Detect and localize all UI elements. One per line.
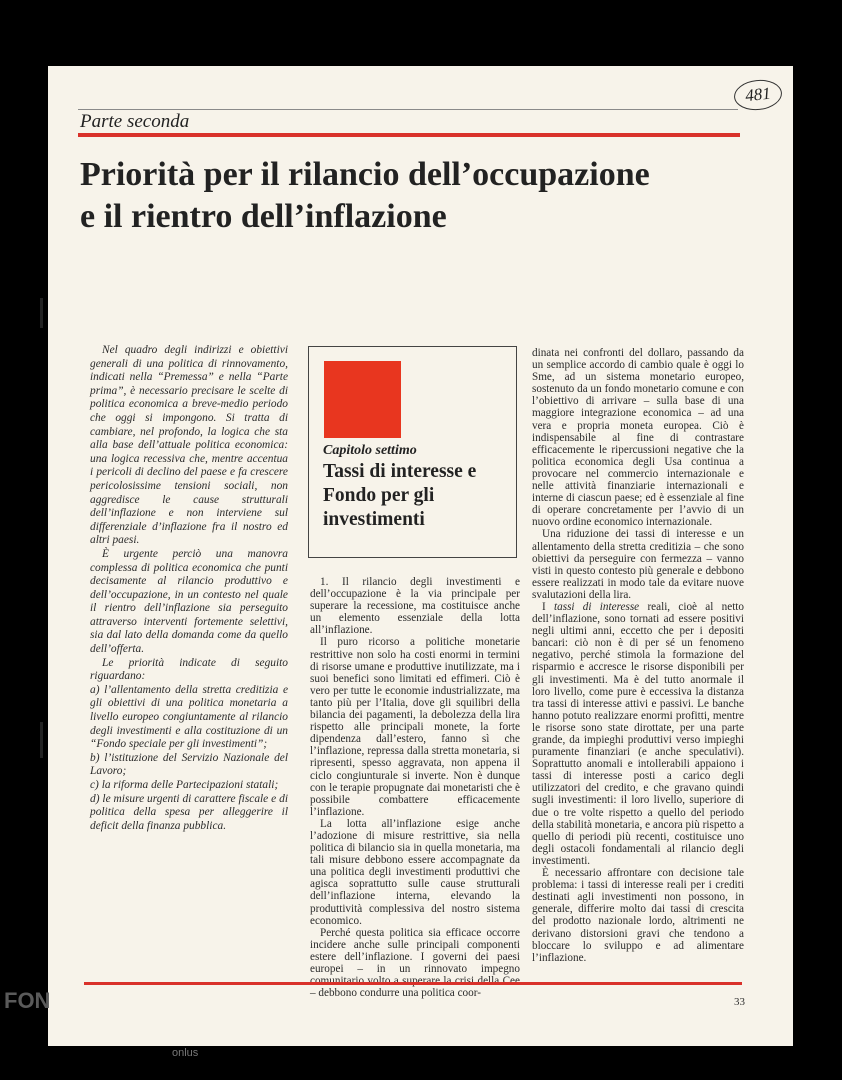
top-rule [78, 109, 738, 110]
body-paragraph: 1. Il rilancio degli investimenti e dell’occupazione è la via principale per superare la recessione, ma costituisce anche un elemento essenziale della lotta all’inflazione. [310, 576, 520, 637]
priority-item-c: c) la riforma delle Partecipazioni statali; [90, 779, 279, 791]
priority-item-b: b) l’istituzione del Servizio Nazionale del Lavoro; [90, 751, 288, 778]
body-paragraph: Perché questa politica sia efficace occorre incidere anche sulle principali componenti estere dell’inflazione. I governi dei paesi europei – in un rinnovato impegno – debbono condurre una politica coor- [310, 926, 520, 1000]
watermark-logo: FON [4, 988, 51, 1013]
chapter-title: Tassi di interesse e Fondo per gli investimenti [323, 461, 477, 530]
intro-paragraph: È urgente perciò una manovra complessa di politica economica che punti decisamente al rilancio produttivo e dell’occupazione, in un contesto nel quale il rientro dell’inflazione sia perseguito attraverso interventi fortemente selettivi, sia dal lato della domanda come da quello dell’offerta. [90, 547, 288, 656]
document-page [48, 66, 793, 1046]
page-number: 33 [734, 996, 745, 1008]
priority-item-d: d) le misure urgenti di carattere fiscale e di politica della spesa per alleggerire il deficit della finanza pubblica. [90, 792, 288, 832]
margin-mark [40, 722, 43, 758]
body-column-2 [310, 576, 520, 999]
title-line-2: e il rientro dell’inflazione [80, 198, 447, 235]
body-paragraph: dinata nei confronti del dollaro, passando da un semplice accordo di cambio quale è oggi lo Sme, ad un sistema monetario europeo, sostenuto da un fondo monetario comune e con l’obiettivo di arrivare – sulla base di una maggiore integrazione economica – ad una vera e propria moneta europea. Ciò è indispensabile al fine di contrastare efficacemente le ripercussioni negative che la politica economica degli Usa continua a provocare nel commercio internazionale e nelle attività finanziarie internazionali e interne di ciascun paese; ed è essenziale al fine di operare concretamente per l’avvio di un nuovo ordine economico internazionale. [532, 347, 744, 529]
section-label: Parte seconda [80, 111, 190, 132]
priority-item-a: a) l’allentamento della stretta creditizia e gli obiettivi di una politica monetaria a livello europeo congiuntamente al rilancio degli investimenti e alla costituzione di un “Fondo speciale per gli investimenti”; [90, 683, 288, 751]
paragraph-rest: reali, cioè al netto dell’inflazione, sono tornati ad essere positivi negli ultimi anni, eccetto che per i depositi bancari: ciò non è di per sé un fenomeno negativo, perché stimola la formazione del risparmio e accresce le risorse disponibili per gli investimenti. Ma è del tutto anormale il loro livello, come pure è eccessiva la distanza tra tassi di interesse attivi e passivi. Le banche hanno potuto realizzare enormi profitti, mentre le risorse sono state dirottate, per una parte grande, da impieghi produttivi verso impieghi puramente finanziari (e anche speculativi). Soprattutto anomali e intollerabili appaiono i tassi di interesse posti a carico degli utilizzatori del credito, e che gravano quindi sugli investimenti: il loro livello, superiore di due o tre volte rispetto a quello del periodo della stabilità monetaria, e ancora più rispetto a quello di periodi più recenti, costituisce uno degli ostacoli fondamentali al rilancio degli investimenti. [532, 600, 745, 867]
intro-paragraph: Le priorità indicate di seguito riguardano: [90, 656, 288, 683]
title-line-1: Priorità per il rilancio dell’occupazione [80, 156, 650, 193]
body-column-3 [532, 347, 744, 964]
body-paragraph: Una riduzione dei tassi di interesse e un allentamento della stretta creditizia – che sono obiettivi da perseguire con fermezza – vanno visti in questo contesto più generale e debbono essere realizzati in modo tale da evitare nuove svalutazioni della lira. [532, 528, 744, 601]
red-square-icon [324, 361, 401, 438]
page-title [80, 154, 740, 238]
archive-number-stamp: 481 [733, 78, 784, 113]
body-paragraph: La lotta all’inflazione esige anche l’adozione di misure restrittive, sia nella politica di bilancio sia in quella monetaria, ma tali misure debbono essere accompagnate da una politica degli investimenti produttivi che agisca soprattutto sulle cause strutturali dell’inflazione interna, elevando la produttività complessiva del nostro sistema economico. [310, 817, 520, 927]
margin-mark [40, 298, 43, 328]
body-paragraph [532, 601, 744, 867]
intro-paragraph: Nel quadro degli indirizzi e obiettivi generali di una politica di rinnovamento, indicati nella “Premessa” e nella “Parte prima”, è necessario precisare le scelte di politica economica a breve-medio periodo che oggi si impongono. Si tratta di cambiare, nel profondo, la logica che sta alla base dell’attuale politica economica: una logica recessiva che, mentre accentua i pericoli di declino del paese e fa crescere pericolosissime tensioni sociali, non aggredisce le cause strutturali dell’inflazione e non interviene sul differenziale d’inflazione fra il nostro ed altri paesi. [90, 344, 288, 547]
footer-red-rule [84, 982, 742, 985]
lead-word: I [542, 600, 546, 613]
body-paragraph: Il puro ricorso a politiche monetarie restrittive non solo ha costi enormi in termini di risorse umane e produttive inutilizzate, ma i suoi benefici sono limitati ed effimeri. Ciò è vero per tutte le economie industrializzate, ma tanto più per l’Italia, dove gli squilibri della bilancia dei pagamenti, la debolezza della lira rispetto alle principali monete, la forte dipendenza dall’estero, fanno sì che l’inflazione, repressa dalla stretta monetaria, si ripresenti, spesso aggravata, non appena il ciclo congiunturale si inverte. Non è dunque con le terapie propugnate dai monetaristi che è possibile combattere efficacemente l’inflazione. [310, 636, 520, 818]
intro-column [90, 344, 288, 833]
header-red-rule [78, 133, 740, 137]
watermark-onlus: onlus [172, 1047, 199, 1059]
emphasis: tassi di interesse [554, 600, 640, 613]
body-paragraph: È necessario affrontare con decisione tale problema: i tassi di interesse reali per i crediti destinati agli investimenti non possono, in generale, differire molto dai tassi di crescita del prodotto nazionale lordo, altrimenti ne derivano distorsioni gravi che tendono a bloccare lo sviluppo e ad alimentare l’inflazione. [532, 867, 744, 964]
chapter-label: Capitolo settimo [323, 443, 417, 458]
chapter-box [308, 346, 517, 558]
